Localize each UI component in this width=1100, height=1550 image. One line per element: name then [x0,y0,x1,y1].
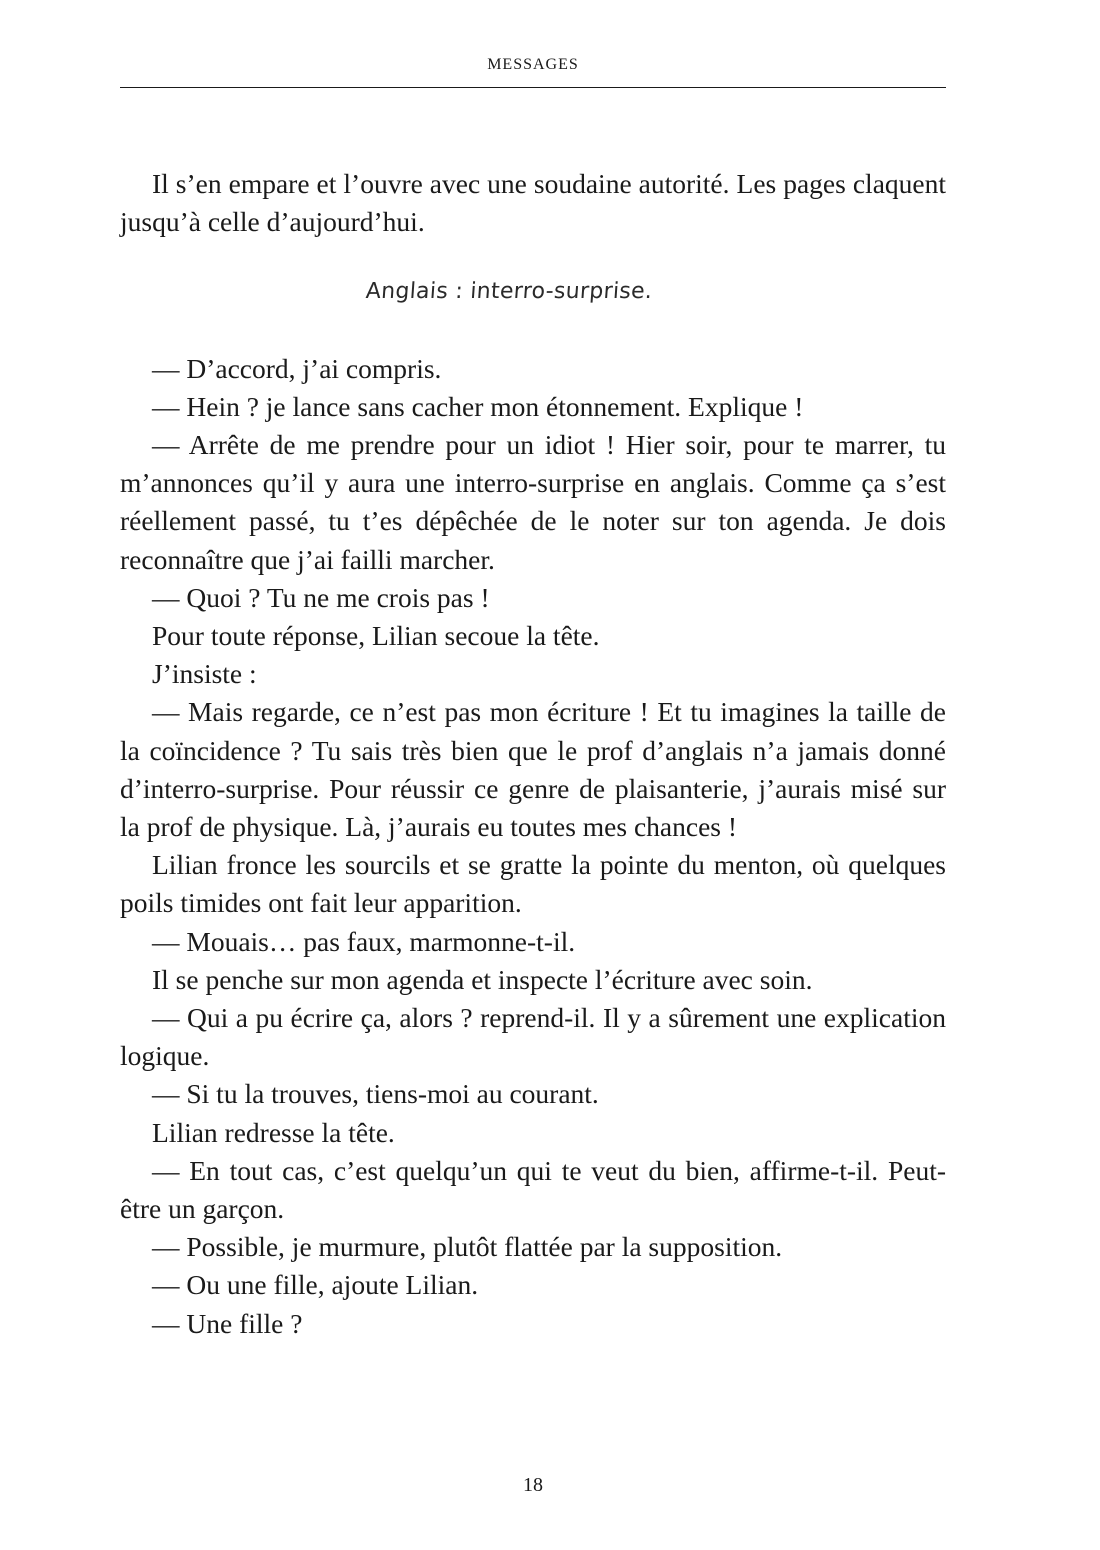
paragraph: Il se penche sur mon agenda et inspecte l’écriture avec soin. [152,963,813,995]
running-head-title: MESSAGES [487,56,579,73]
header-rule [120,87,946,88]
paragraph: — Mouais… pas faux, marmonne-t-il. [152,925,576,957]
paragraph: — Mais regarde, ce n’est pas mon écriture ! Et tu imagines la taille de la coïncidence ? Tu sais très bien que le prof d’anglais n’a jamais donné d’interro-surprise. Pour réussir ce genre de plaisanterie, j’aurais misé sur la prof de physique. Là, j’aurais eu toutes mes chances ! [120,696,946,843]
paragraph: — Ou une fille, ajoute Lilian. [152,1269,479,1301]
paragraph: — Qui a pu écrire ça, alors ? reprend-il. Il y a sûrement une explication logique. [120,1002,946,1072]
paragraph: Lilian fronce les sourcils et se gratte la pointe du menton, où quelques poils timides ont fait leur apparition. [120,849,946,919]
paragraph: — Arrête de me prendre pour un idiot ! Hier soir, pour te marrer, tu m’annonces qu’il y aura une interro-surprise en anglais. Comme ça s’est réellement passé, tu t’es dépêchée de le noter sur ton agenda. Je dois reconnaître que j’ai failli marcher. [120,429,946,575]
paragraph: — Quoi ? Tu ne me crois pas ! [152,581,490,613]
paragraph: — Une fille ? [152,1307,303,1339]
paragraph: Pour toute réponse, Lilian secoue la tête. [152,620,600,652]
handwritten-agenda-note: Anglais : interro-surprise. [364,279,654,305]
paragraph: J’insiste : [152,658,257,690]
paragraph: — En tout cas, c’est quelqu’un qui te veut du bien, affirme-t-il. Peut-être un garçon. [120,1154,946,1225]
body-text [120,165,946,1343]
paragraph: — Possible, je murmure, plutôt flattée par la supposition. [152,1231,783,1263]
paragraph: — Si tu la trouves, tiens-moi au courant. [152,1078,599,1110]
paragraph: Il s’en empare et l’ouvre avec une soudaine autorité. Les pages claquent jusqu’à celle d’aujourd’hui. [120,168,946,238]
paragraph: — Hein ? je lance sans cacher mon étonnement. Explique ! [152,390,804,422]
page-number: 18 [523,1474,543,1496]
paragraph: — D’accord, j’ai compris. [152,352,442,384]
paragraph: Lilian redresse la tête. [152,1116,395,1148]
